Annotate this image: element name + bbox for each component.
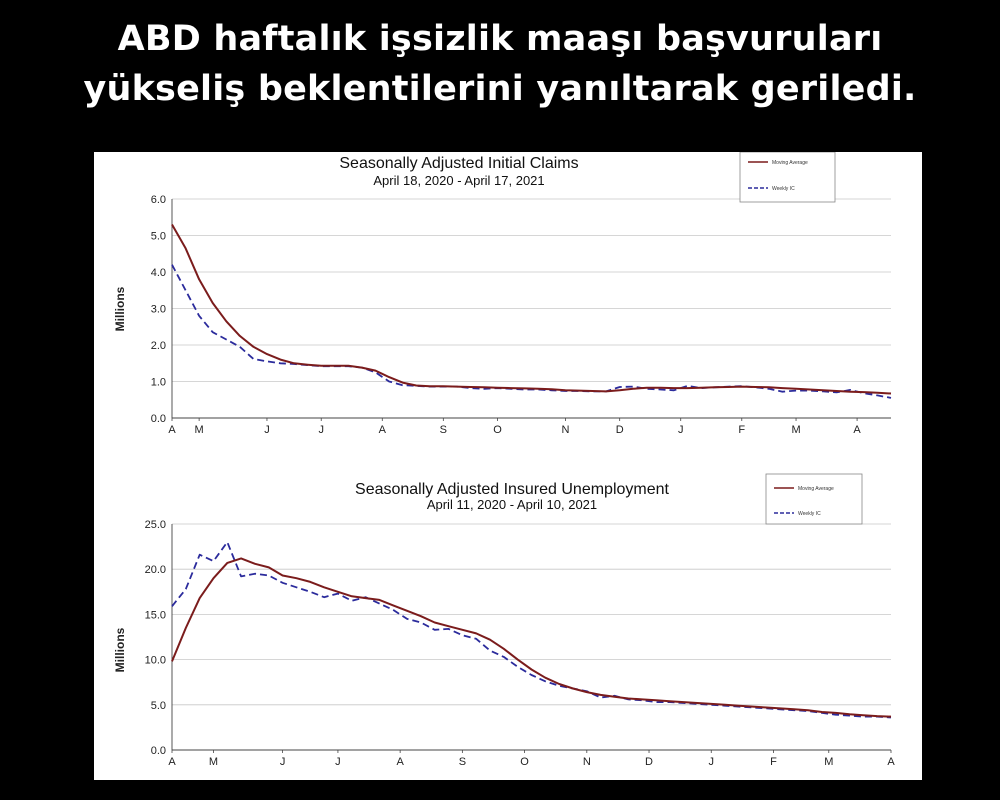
y-tick-label: 15.0 [144, 609, 166, 622]
x-tick-label: S [458, 756, 467, 768]
x-tick-label: N [582, 756, 591, 768]
x-tick-label: M [208, 756, 219, 768]
x-tick-label: M [194, 424, 204, 436]
x-tick-label: F [738, 424, 746, 436]
y-tick-label: 10.0 [144, 654, 166, 667]
insured-unemployment-chart [113, 474, 895, 768]
y-tick-label: 0.0 [150, 745, 166, 757]
legend-label-moving-average: Moving Average [798, 486, 834, 492]
x-tick-label: O [493, 424, 502, 436]
x-tick-label: A [396, 756, 404, 768]
x-tick-label: N [561, 424, 570, 436]
y-tick-label: 5.0 [150, 699, 166, 712]
y-tick-label: 20.0 [144, 564, 166, 577]
x-tick-label: J [318, 424, 324, 436]
legend-label-weekly: Weekly IC [772, 186, 795, 192]
weekly-series-line [172, 542, 891, 717]
y-axis-label: Millions [113, 627, 127, 673]
y-tick-label: 6.0 [150, 194, 166, 206]
moving-average-series-line [172, 225, 891, 394]
chart-legend [766, 474, 862, 524]
x-tick-label: M [791, 424, 801, 436]
x-tick-label: J [335, 756, 341, 768]
charts-panel [94, 152, 922, 780]
moving-average-series-line [172, 558, 891, 716]
weekly-series-line [172, 265, 891, 398]
headline [0, 14, 1000, 114]
y-tick-label: 0.0 [150, 413, 166, 425]
x-tick-label: J [279, 756, 286, 768]
y-axis-label: Millions [113, 286, 127, 332]
x-tick-label: O [520, 756, 529, 768]
y-tick-label: 2.0 [150, 340, 166, 352]
charts-svg [94, 152, 922, 780]
y-tick-label: 3.0 [150, 303, 166, 316]
headline-line-1: ABD haftalık işsizlik maaşı başvuruları [117, 19, 883, 59]
chart-subtitle: April 18, 2020 - April 17, 2021 [373, 173, 545, 188]
legend-label-weekly: Weekly IC [798, 511, 821, 517]
x-tick-label: A [853, 424, 861, 436]
x-tick-label: A [168, 424, 176, 436]
x-tick-label: M [824, 756, 834, 768]
x-tick-label: J [708, 756, 714, 768]
x-tick-label: F [770, 756, 777, 768]
x-tick-label: J [264, 424, 270, 436]
initial-claims-chart [113, 152, 891, 436]
y-tick-label: 5.0 [150, 230, 166, 243]
chart-title: Seasonally Adjusted Insured Unemployment [355, 481, 669, 498]
chart-title: Seasonally Adjusted Initial Claims [339, 155, 579, 172]
y-tick-label: 4.0 [150, 267, 166, 279]
x-tick-label: S [439, 424, 447, 436]
chart-legend [740, 152, 835, 202]
x-tick-label: D [615, 424, 624, 436]
x-tick-label: A [378, 424, 386, 436]
x-tick-label: A [887, 756, 895, 768]
chart-subtitle: April 11, 2020 - April 10, 2021 [426, 497, 598, 512]
y-tick-label: 25.0 [144, 519, 166, 531]
x-tick-label: A [168, 756, 176, 768]
headline-line-2: yükseliş beklentilerini yanıltarak geriledi. [83, 69, 917, 109]
legend-label-moving-average: Moving Average [772, 160, 808, 166]
x-tick-label: D [645, 756, 654, 768]
y-tick-label: 1.0 [150, 376, 166, 389]
x-tick-label: J [677, 424, 684, 436]
